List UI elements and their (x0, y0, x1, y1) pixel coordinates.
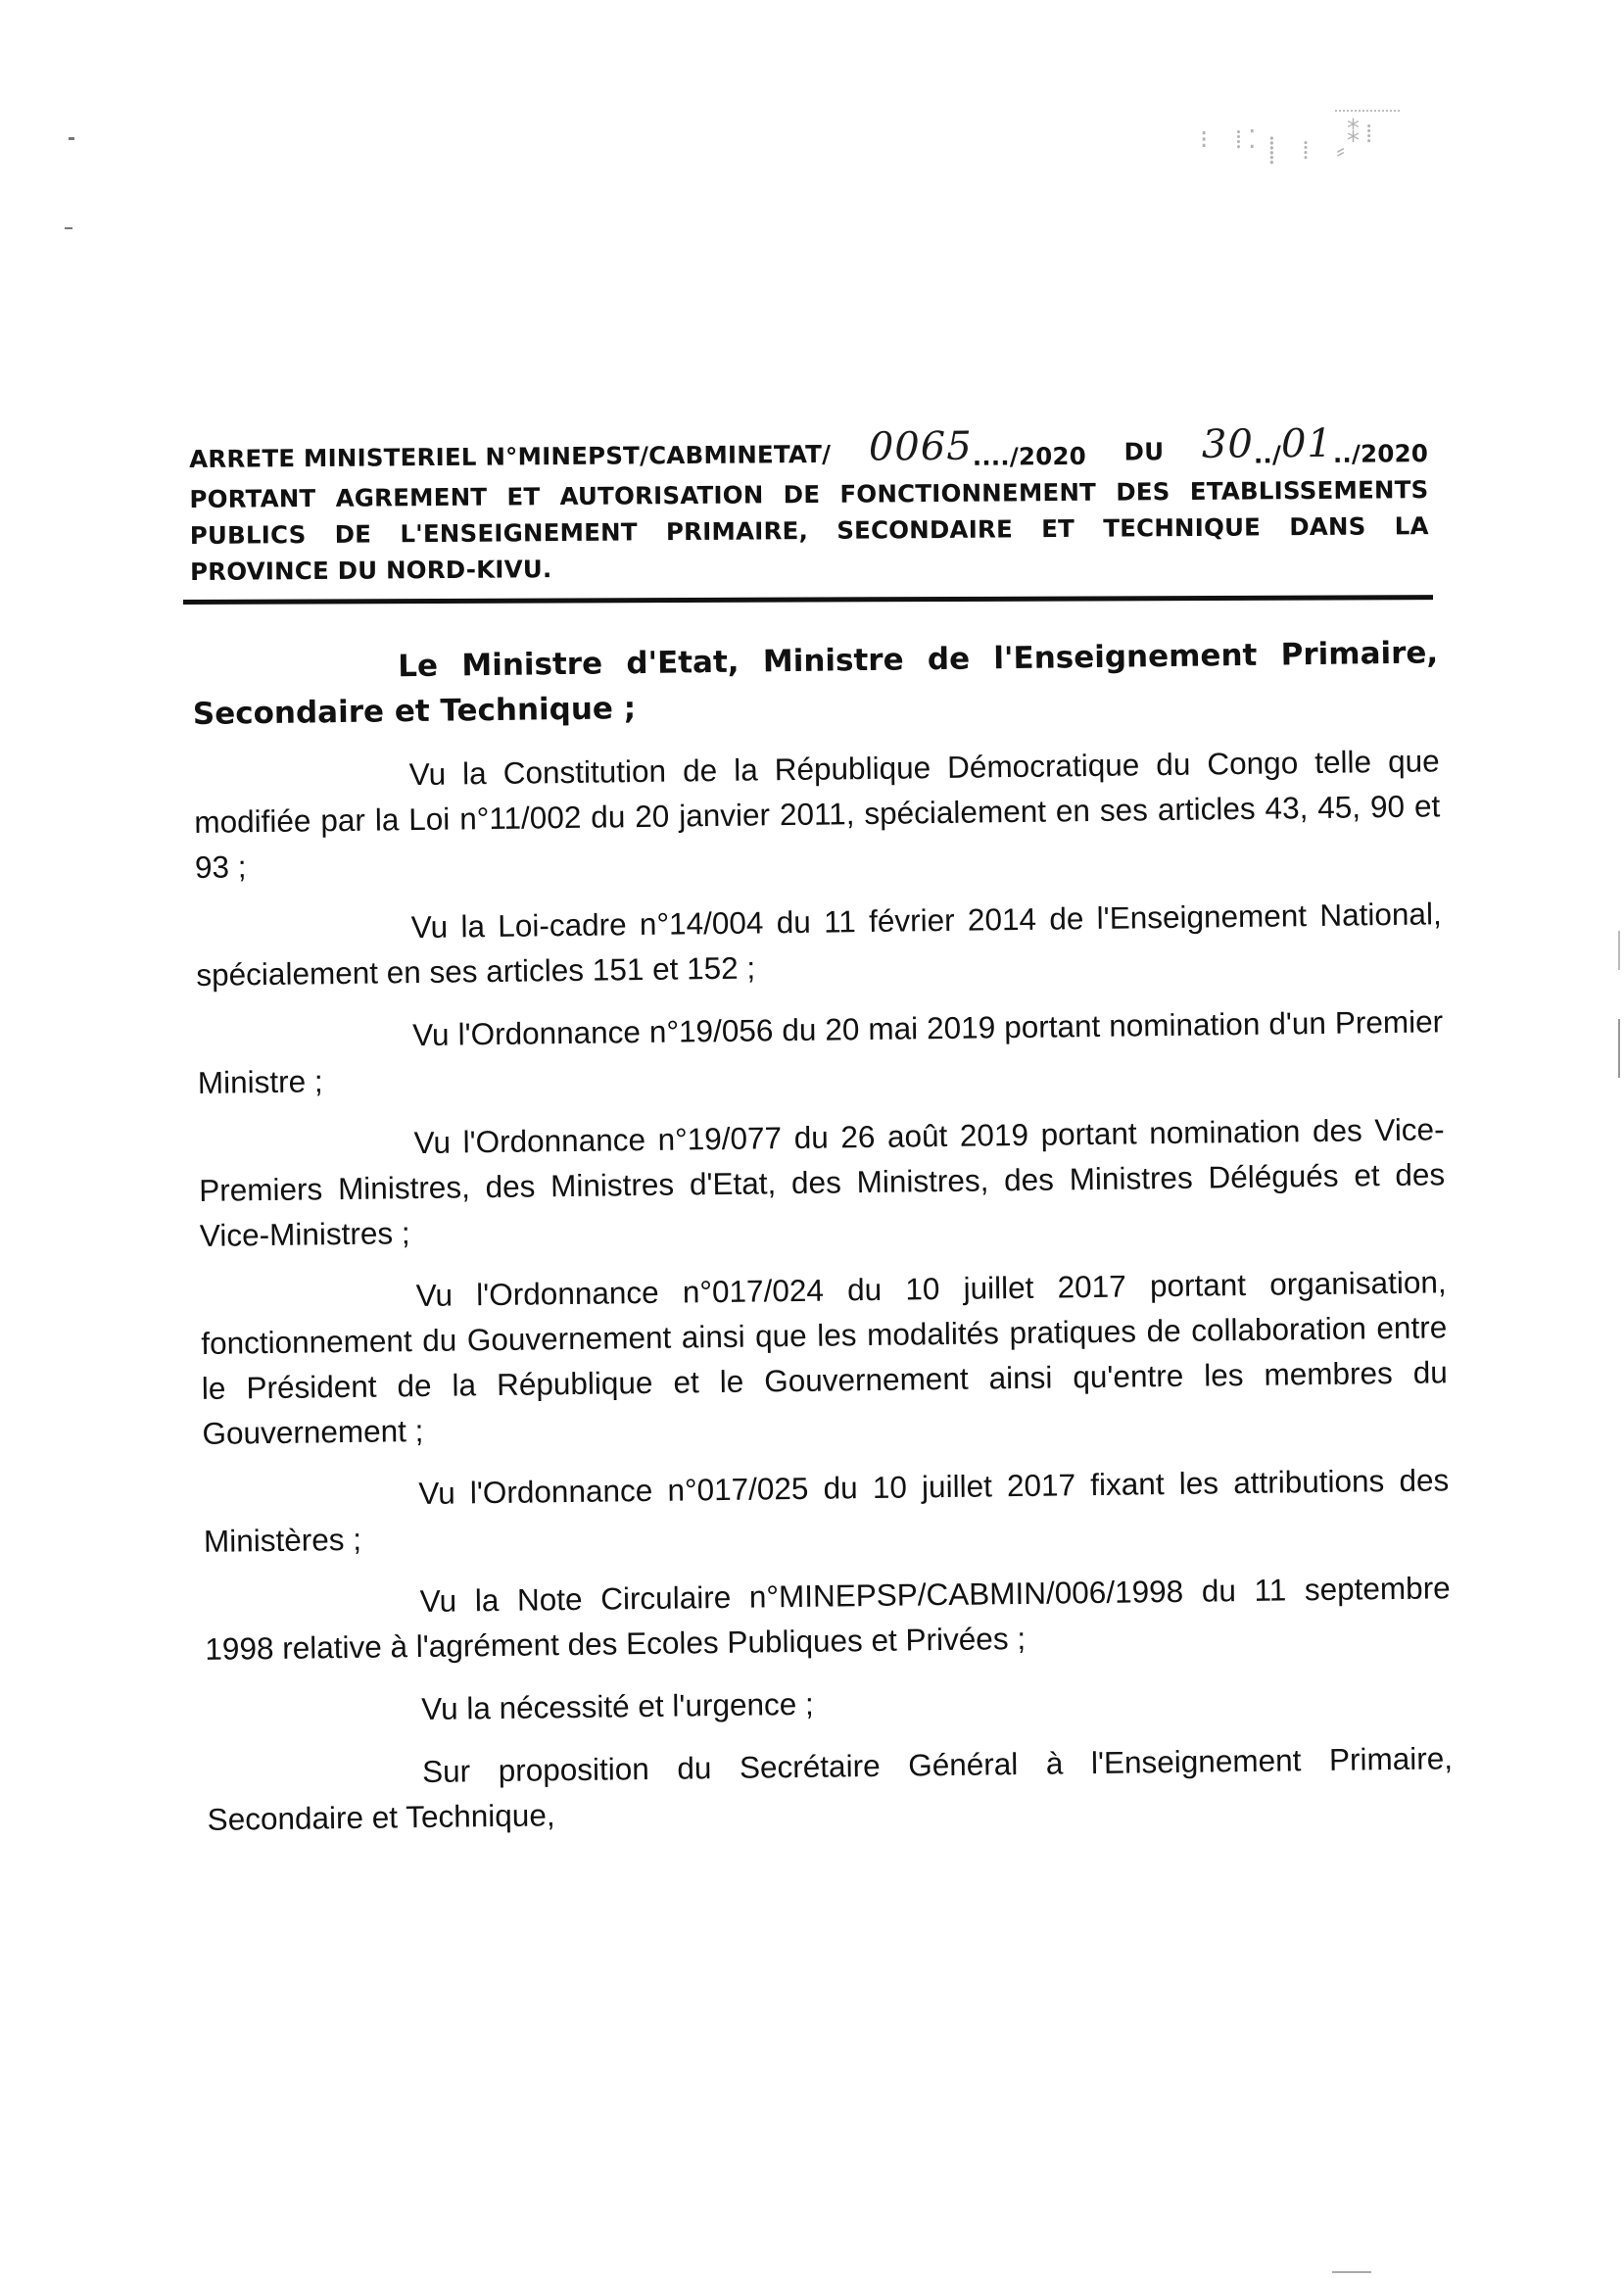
visa-paragraph-ordonnance-organisation: Vu l'Ordonnance n°017/024 du 10 juillet 2017 portant organisation, fonctionnement du Gouvernement ainsi que les modalités pratiques de collaboration entre le Président de la République et le Gouvernement ainsi qu'entre les membres du Gouvernement ; (201, 1264, 1449, 1451)
visa-paragraph-ordonnance-gouvernement: Vu l'Ordonnance n°19/077 du 26 août 2019 portant nomination des Vice-Premiers Ministres, des Ministres d'Etat, des Ministres, des Ministres Délégués et des Vice-Ministres ; (199, 1111, 1446, 1253)
header-rule (183, 595, 1433, 605)
scan-speck (1618, 931, 1620, 970)
stamp-mark: ⁑⁞ (1347, 120, 1379, 149)
handwritten-month: 01 (1280, 420, 1334, 467)
stamp-mark: ⸽ ⁞ ⸗ (1268, 136, 1351, 166)
handwritten-day: 30 (1201, 421, 1254, 467)
visa-paragraph-proposition: Sur proposition du Secrétaire Général à l'Enseignement Primaire, Secondaire et Technique, (207, 1740, 1454, 1837)
visa-paragraph-note-circulaire: Vu la Note Circulaire n°MINEPSP/CABMIN/006/1998 du 11 septembre 1998 relative à l'agrément des Ecoles Publiques et Privées ; (205, 1570, 1451, 1667)
minister-heading-line-1: Le Ministre d'Etat, Ministre de l'Enseignement Primaire, (398, 635, 1439, 685)
visa-paragraph-constitution: Vu la Constitution de la République Démocratique du Congo telle que modifiée par la Loi n°11/002 du 20 janvier 2011, spécialement en ses articles 43, 45, 90 et 93 ; (194, 743, 1441, 885)
stamp-dots (1335, 110, 1400, 114)
faded-stamp (1200, 110, 1406, 169)
visa-paragraph-ordonnance-premier-ministre: Vu l'Ordonnance n°19/056 du 20 mai 2019 portant nomination d'un Premier Ministre ; (197, 1003, 1444, 1100)
handwritten-decree-number: 0065 (868, 423, 973, 470)
visa-paragraph-ordonnance-attributions: Vu l'Ordonnance n°017/025 du 10 juillet 2017 fixant les attributions des Ministères ; (203, 1462, 1450, 1559)
minister-heading-line-2: Secondaire et Technique ; (192, 691, 637, 732)
date-year: ../2020 (1332, 439, 1429, 468)
visa-paragraph-urgence: Vu la nécessité et l'urgence ; (420, 1685, 815, 1727)
visa-paragraph-loi-cadre: Vu la Loi-cadre n°14/004 du 11 février 2014 de l'Enseignement National, spécialement en ses articles 151 et 152 ; (196, 896, 1442, 993)
decree-year: /2020 (1009, 441, 1087, 471)
date-separator: ../ (1253, 440, 1282, 469)
decree-number-prefix: ARRETE MINISTERIEL N°MINEPST/CABMINETAT/ (189, 439, 832, 473)
scan-speck (1332, 2271, 1371, 2273)
minister-heading (192, 630, 1439, 737)
decree-title-text-3: PUBLICS DE L'ENSEIGNEMENT PRIMAIRE, SECONDAIRE ET TECHNIQUE DANS LA (189, 511, 1429, 550)
decree-title (189, 420, 1429, 590)
scan-speck (65, 227, 72, 229)
scan-speck (69, 137, 74, 140)
stamp-mark: ⁝ ⁞⁚ (1200, 125, 1263, 155)
decree-du: DU (1123, 437, 1165, 466)
scan-speck (1618, 1019, 1620, 1078)
decree-title-text-2: PORTANT AGREMENT ET AUTORISATION DE FONCTIONNEMENT DES ETABLISSEMENTS (189, 475, 1429, 513)
decree-body (192, 630, 1454, 1860)
decree-title-text-4: PROVINCE DU NORD-KIVU. (189, 555, 552, 586)
decree-number-dots: .... (972, 442, 1010, 471)
